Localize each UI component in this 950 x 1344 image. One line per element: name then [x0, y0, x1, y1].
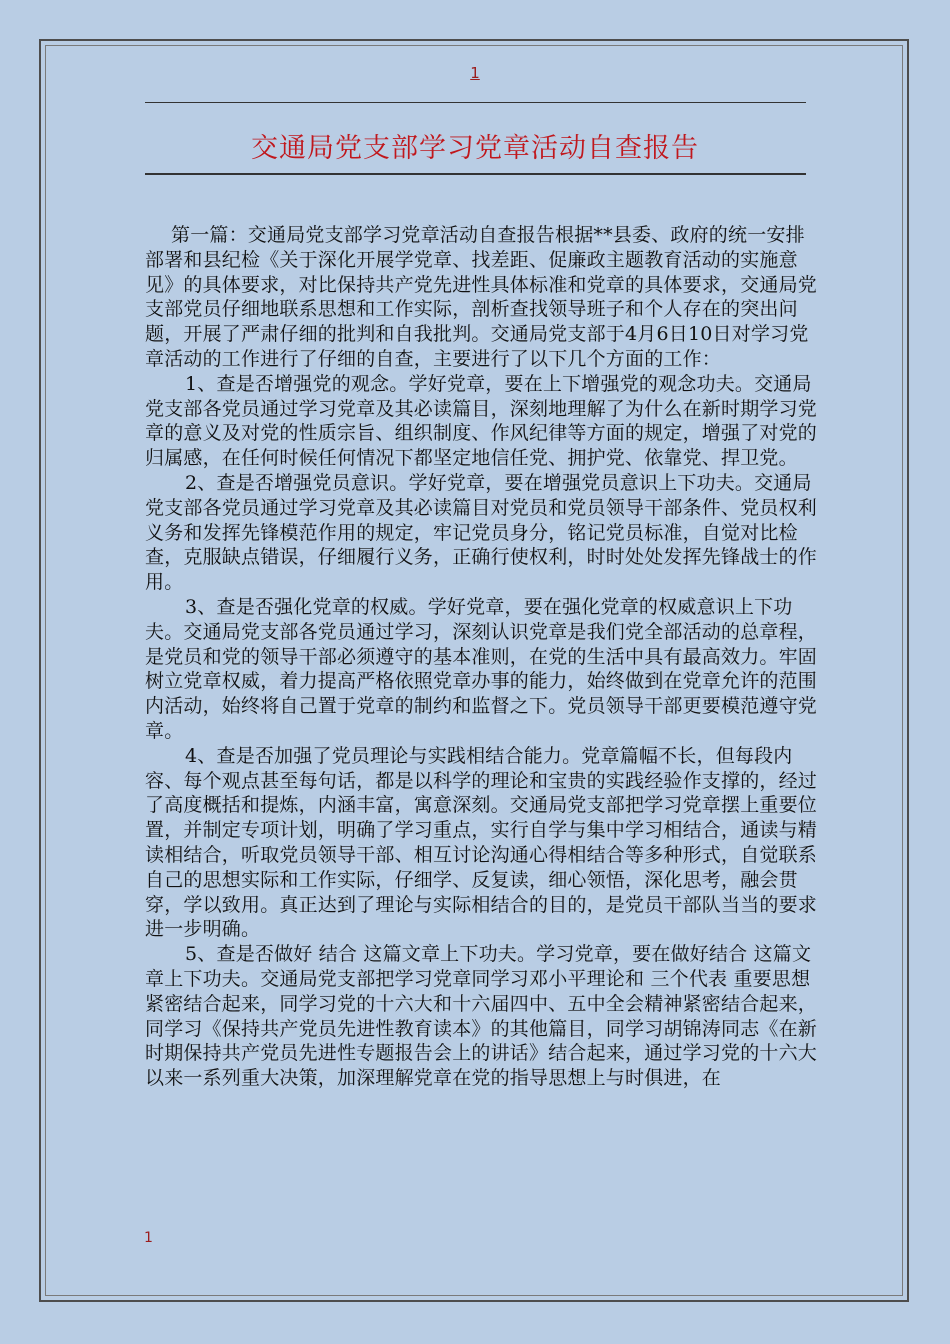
body-paragraph: 4、查是否加强了党员理论与实践相结合能力。党章篇幅不长，但每段内容、每个观点甚至每句话，都是以科学的理论和宝贵的实践经验作支撑的，经过了高度概括和提炼，内涵丰富，寓意深刻。交通局党支部把学习党章摆上重要位置，并制定专项计划，明确了学习重点，实行自学与集中学习相结合，通读与精读相结合，听取党员领导干部、相互讨论沟通心得相结合等多种形式，自觉联系自己的思想实际和工作实际，仔细学、反复读，细心领悟，深化思考，融会贯穿，学以致用。真正达到了理论与实际相结合的目的，是党员干部队当当的要求进一步明确。 [145, 744, 818, 941]
document-title: 交通局党支部学习党章活动自查报告 [251, 133, 699, 164]
header-rule [145, 102, 806, 103]
body-paragraph: 3、查是否强化党章的权威。学好党章，要在强化党章的权威意识上下功夫。交通局党支部各党员通过学习，深刻认识党章是我们党全部活动的总章程，是党员和党的领导干部必须遵守的基本准则，在党的生活中具有最高效力。牢固树立党章权威，着力提高严格依照党章办事的能力，始终做到在党章允许的范围内活动，始终将自己置于党章的制约和监督之下。党员领导干部更要模范遵守党章。 [145, 595, 818, 742]
body-paragraph: 5、查是否做好 结合 这篇文章上下功夫。学习党章，要在做好结合 这篇文章上下功夫。交通局党支部把学习党章同学习邓小平理论和 三个代表 重要思想紧密结合起来，同学习党的十六大和十六届四中、五中全会精神紧密结合起来，同学习《保持共产党员先进性教育读本》的其他篇目，同学习胡锦涛同志《在新时期保持共产党员先进性专题报告会上的讲话》结合起来，通过学习党的十六大以来一系列重大决策，加深理解党章在党的指导思想上与时俱进，在 [145, 943, 818, 1090]
body-paragraph: 第一篇：交通局党支部学习党章活动自查报告根据**县委、政府的统一安排部署和县纪检《关于深化开展学党章、找差距、促廉政主题教育活动的实施意见》的具体要求，对比保持共产党先进性具体标准和党章的具体要求，交通局党支部党员仔细地联系思想和工作实际，剖析查找领导班子和个人存在的突出问题，开展了严肃仔细的批判和自我批判。交通局党支部于4月6日10日对学习党章活动的工作进行了仔细的自查，主要进行了以下几个方面的工作： [145, 224, 818, 370]
footer-page-number: 1 [144, 1230, 153, 1246]
title-rule [145, 173, 806, 175]
body-paragraph: 2、查是否增强党员意识。学好党章，要在增强党员意识上下功夫。交通局党支部各党员通过学习党章及其必读篇目对党员和党员领导干部条件、党员权利义务和发挥先锋模范作用的规定，牢记党员身分，铭记党员标准，自觉对比检查，克服缺点错误，仔细履行义务，正确行使权利，时时处处发挥先锋战士的作用。 [145, 471, 818, 594]
header-page-number: 1 [470, 64, 480, 82]
document-body [145, 223, 817, 1091]
body-paragraph: 1、查是否增强党的观念。学好党章，要在上下增强党的观念功夫。交通局党支部各党员通过学习党章及其必读篇目，深刻地理解了为什么在新时期学习党章的意义及对党的性质宗旨、组织制度、作风纪律等方面的规定，增强了对党的归属感，在任何时候任何情况下都坚定地信任党、拥护党、依靠党、捍卫党。 [145, 372, 818, 470]
